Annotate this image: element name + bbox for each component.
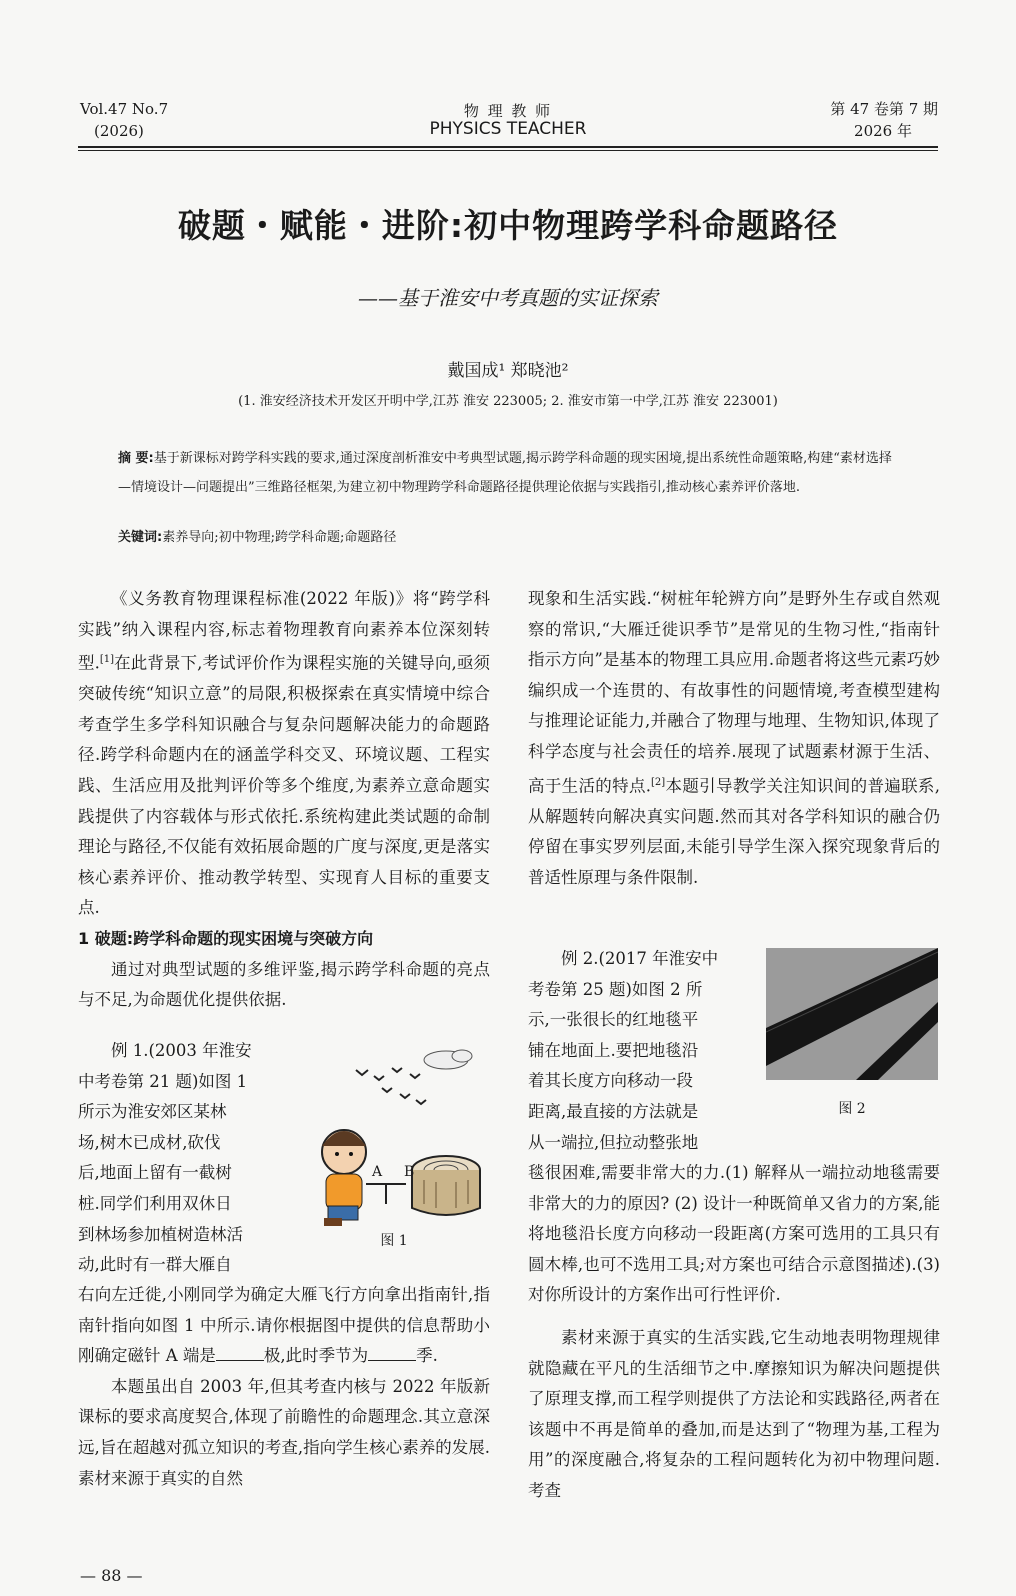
figure-2 [766,948,938,1124]
left-paragraph-3: 本题虽出自 2003 年,但其考查内核与 2022 年版新课标的要求高度契合,体现了前瞻性的命题理念.其立意深远,旨在超越对孤立知识的考查,指向学生核心素养的发展.素材来源于真实的自然 [78,1376,490,1488]
keywords-text: 素养导向;初中物理;跨学科命题;命题路径 [162,530,397,545]
keywords [118,528,904,548]
left-p1-ref: [1] [99,654,115,666]
example-1-narrow [78,1036,278,1281]
ex2-line-0: 例 2.(2017 年淮安中 [561,949,719,968]
ex1-line-2: 所示为淮安郊区某林 [78,1102,227,1122]
keywords-label: 关键词: [118,530,163,545]
ex2-line-2: 示,一张很长的红地毯平 [528,1010,699,1030]
ex1-line-3: 场,树木已成材,砍伐 [78,1132,221,1152]
abstract-text: 基于新课标对跨学科实践的要求,通过深度剖析淮安中考典型试题,揭示跨学科命题的现实困境,提出系统性命题策略,构建“素材选择—情境设计—问题提出”三维路径框架,为建立初中物理跨学科命题路径提供理论依据与实践指引,推动核心素养评价落地. [118,451,892,495]
right-column [528,584,940,893]
article-subtitle: ——基于淮安中考真题的实证探索 [358,286,658,310]
blank-season[interactable] [368,1342,416,1361]
journal-name-cn: 物 理 教 师 [463,102,553,120]
journal-name-en: PHYSICS TEACHER [429,119,587,139]
left-p1-text: 《义务教育物理课程标准(2022 年版)》将“跨学科实践”纳入课程内容,标志着物理教育向素养本位深刻转型. [78,589,490,673]
left-paragraph-1 [78,584,490,924]
right-p1-ref: [2] [651,776,666,788]
right-column-continued [528,1158,940,1507]
abstract-label: 摘 要: [118,451,154,466]
ex1-line-6: 到林场参加植树造林活 [78,1224,243,1244]
example-2-narrow [528,944,744,1158]
right-paragraph-2: 素材来源于真实的生活实践,它生动地表明物理规律就隐藏在平凡的生活细节之中.摩擦知识为解决问题提供了原理支撑,而工程学则提供了方法论和实践路径,两者在该题中不再是简单的叠加,而是达到了“物理为基,工程为用”的深度融合,将复杂的工程问题转化为初中物理问题.考查 [528,1327,940,1500]
article-authors: 戴国成¹ 郑晓池² [447,361,569,381]
ex1-cont-c: 季. [416,1346,438,1366]
ex1-line-1: 中考卷第 21 题)如图 1 [78,1071,248,1091]
left-column [78,584,490,1016]
figure-2-caption: 图 2 [838,1101,866,1117]
figure-1-illustration [296,1040,492,1240]
ex1-continuation [78,1280,490,1372]
right-paragraph-1 [528,584,940,893]
figure-1 [296,1040,492,1249]
ex1-line-0: 例 1.(2003 年淮安 [111,1041,252,1060]
section-1-heading: 1 破题:跨学科命题的现实困境与突破方向 [78,929,374,949]
ex1-line-7: 动,此时有一群大雁自 [78,1255,232,1275]
ex2-line-3: 铺在地面上.要把地毯沿 [528,1040,699,1060]
article-affiliations: (1. 淮安经济技术开发区开明中学,江苏 淮安 223005; 2. 淮安市第一中学,江苏 淮安 223001) [238,394,778,409]
right-p1-rest: 本题引导教学关注知识间的普遍联系,从解题转向解决真实问题.然而其对各学科知识的融合仍停留在事实罗列层面,未能引导学生深入探究现象背后的普适性原理与条件限制. [528,776,940,887]
ex1-cont-a: 右向左迁徙,小刚同学为确定大雁飞行方向拿出指南针,指南针指向如图 1 中所示.请你根据图中提供的信息帮助小刚确定磁针 A 端是 [78,1285,490,1366]
left-paragraph-2: 通过对典型试题的多维评鉴,揭示跨学科命题的亮点与不足,为命题优化提供依据. [78,959,490,1010]
year-cn: 2026 年 [854,122,912,140]
figure-1-label-a: A [372,1164,383,1180]
left-column-continued [78,1280,490,1494]
abstract [118,444,904,502]
ex2-line-1: 考卷第 25 题)如图 2 所 [528,979,703,999]
header-rule [78,146,938,151]
blank-pole[interactable] [216,1342,264,1361]
figure-1-caption: 图 1 [380,1233,408,1249]
ex1-cont-b: 极,此时季节为 [263,1346,369,1366]
ex2-line-4: 着其长度方向移动一段 [528,1071,693,1091]
left-p1-rest: 在此背景下,考试评价作为课程实施的关键导向,亟须突破传统“知识立意”的局限,积极探索在真实情境中综合考查学生多学科知识融合与复杂问题解决能力的命题路径.跨学科命题内在的涵盖学科交叉、环境议题、工程实践、生活应用及批判评价等多个维度,为素养立意命题实践提供了内容载体与形式依托.系统构建此类试题的命制理论与路径,不仅能有效拓展命题的广度与深度,更是落实核心素养评价、推动教学转型、实现育人目标的重要支点. [78,653,490,918]
volume-number-cn: 第 47 卷第 7 期 [830,100,938,118]
volume-year: (2026) [94,122,144,140]
ex2-line-5: 距离,最直接的方法就是 [528,1101,699,1121]
figure-1-label-b: B [404,1164,415,1180]
page-number: — 88 — [80,1566,143,1585]
ex2-line-6: 从一端拉,但拉动整张地 [528,1132,699,1152]
right-p1-text: 现象和生活实践.“树桩年轮辨方向”是野外生存或自然观察的常识,“大雁迁徙识季节”是常见的生物习性,“指南针指示方向”是基本的物理工具应用.命题者将这些元素巧妙编织成一个连贯的、有故事性的问题情境,考查模型建构与推理论证能力,并融合了物理与地理、生物知识,体现了科学态度与社会责任的培养.展现了试题素材源于生活、高于生活的特点. [528,589,940,796]
ex2-continuation: 毯很困难,需要非常大的力.(1) 解释从一端拉动地毯需要非常大的力的原因? (2) 设计一种既简单又省力的方案,能将地毯沿长度方向移动一段距离(方案可选用的工具只有圆木棒,也可不选用工具;对方案也可结合示意图描述).(3) 对你所设计的方案作出可行性评价. [528,1163,940,1305]
ex1-line-5: 桩.同学们利用双休日 [78,1193,232,1213]
volume-number: Vol.47 No.7 [80,100,169,118]
ex1-line-4: 后,地面上留有一截树 [78,1163,232,1183]
article-title: 破题・赋能・进阶:初中物理跨学科命题路径 [177,206,839,245]
figure-2-carpet-photo [766,948,938,1080]
